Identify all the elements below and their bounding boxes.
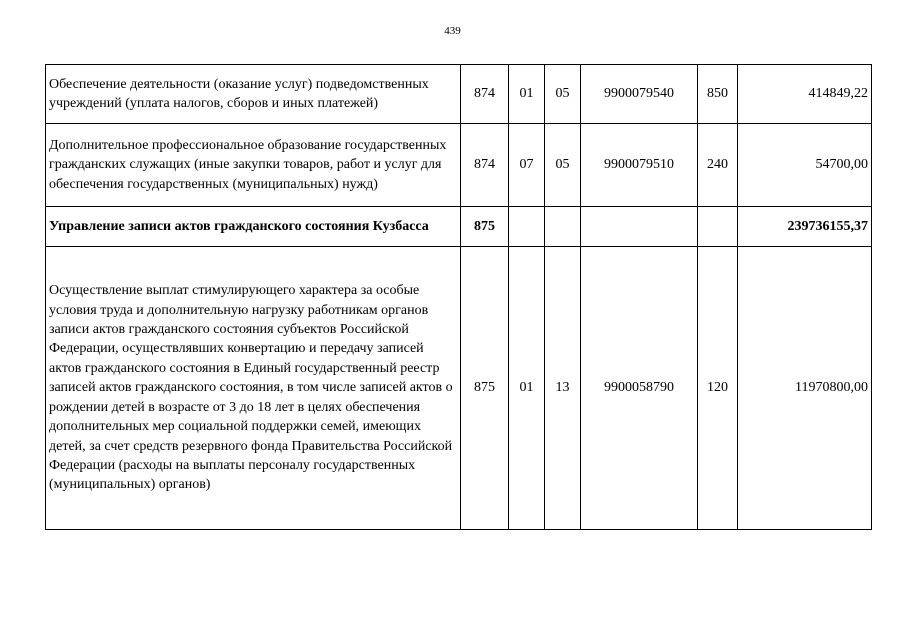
row-pr — [545, 207, 581, 247]
row-sum: 239736155,37 — [738, 207, 872, 247]
table-row — [46, 65, 872, 124]
row-rz: 01 — [509, 65, 545, 124]
row-csr — [581, 207, 698, 247]
row-vr: 240 — [698, 124, 738, 207]
row-gr: 874 — [461, 124, 509, 207]
table-row — [46, 247, 872, 530]
row-vr — [698, 207, 738, 247]
page-number: 439 — [444, 25, 461, 37]
row-gr: 875 — [461, 247, 509, 530]
table-row — [46, 124, 872, 207]
row-rz: 07 — [509, 124, 545, 207]
row-vr: 850 — [698, 65, 738, 124]
row-rz — [509, 207, 545, 247]
row-csr: 9900058790 — [581, 247, 698, 530]
row-pr: 05 — [545, 124, 581, 207]
table-row — [46, 207, 872, 247]
row-name: Управление записи актов гражданского состояния Кузбасса — [46, 207, 461, 247]
row-sum: 54700,00 — [738, 124, 872, 207]
row-sum: 11970800,00 — [738, 247, 872, 530]
row-gr: 875 — [461, 207, 509, 247]
row-vr: 120 — [698, 247, 738, 530]
row-csr: 9900079510 — [581, 124, 698, 207]
row-sum: 414849,22 — [738, 65, 872, 124]
row-name: Обеспечение деятельности (оказание услуг) подведомственных учреждений (уплата налогов, сборов и иных платежей) — [46, 65, 461, 124]
row-name: Осуществление выплат стимулирующего характера за особые условия труда и дополнительную нагрузку работникам органов записи актов гражданского состояния субъектов Российской Федерации, осуществлявших конвертацию и передачу записей актов гражданского состояния в Единый государственный реестр записей актов гражданского состояния, в том числе записей актов о рождении детей в возрасте от 3 до 18 лет в целях обеспечения дополнительных мер социальной поддержки семей, имеющих детей, за счет средств резервного фонда Правительства Российской Федерации (расходы на выплаты персоналу государственных (муниципальных) органов) — [46, 247, 461, 530]
row-pr: 05 — [545, 65, 581, 124]
budget-table — [45, 64, 872, 530]
row-rz: 01 — [509, 247, 545, 530]
row-csr: 9900079540 — [581, 65, 698, 124]
row-gr: 874 — [461, 65, 509, 124]
row-name: Дополнительное профессиональное образование государственных гражданских служащих (иные закупки товаров, работ и услуг для обеспечения государственных (муниципальных) нужд) — [46, 124, 461, 207]
row-pr: 13 — [545, 247, 581, 530]
